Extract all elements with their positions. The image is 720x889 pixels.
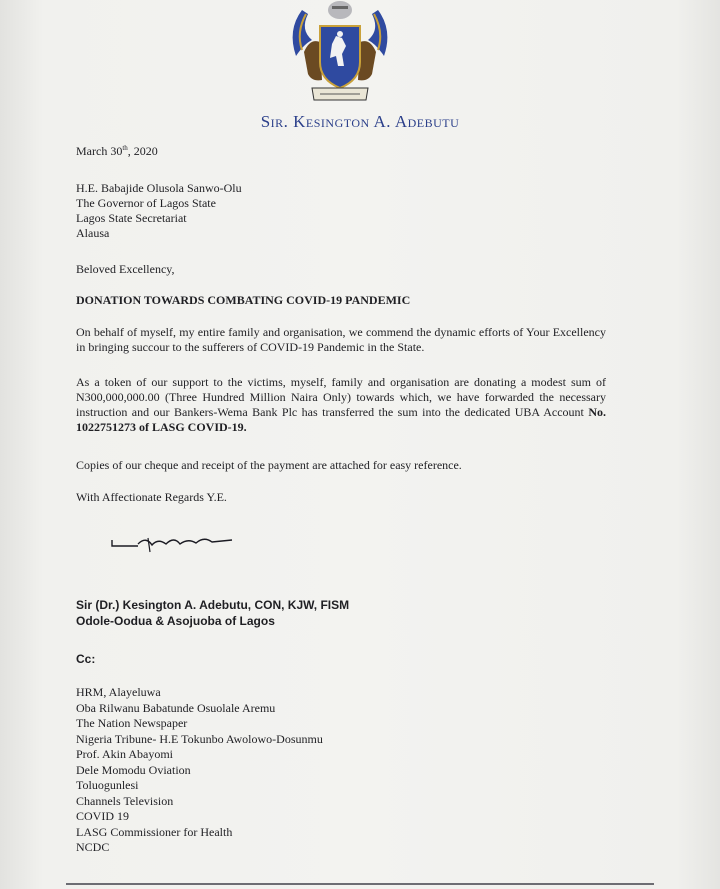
- date-suffix: th: [122, 144, 128, 152]
- footer-divider: [66, 883, 654, 885]
- cc-list-item: NCDC: [76, 840, 110, 854]
- date-day: March 30: [76, 144, 123, 158]
- cc-list-item: Dele Momodu Oviation: [76, 762, 191, 777]
- donation-text: As a token of our support to the victims, myself, family and organisation are donating a modest sum of N300,000,000.00 (Three Hundred Million Naira Only) towards which, we have forwarded the necessary instruction and our Bankers-Wema Bank Plc has transferred the sum into the dedicated UBA Account: [76, 375, 606, 419]
- date-year: , 2020: [127, 144, 158, 158]
- coat-of-arms-logo: [282, 0, 398, 104]
- cc-list-item: COVID 19: [76, 809, 129, 823]
- closing: With Affectionate Regards Y.E.: [76, 490, 227, 504]
- cc-list-item: Toluogunlesi: [76, 778, 139, 792]
- letter-date: [76, 144, 158, 159]
- recipient-line: Lagos State Secretariat: [76, 211, 187, 225]
- body-paragraph-1: On behalf of myself, my entire family and organisation, we commend the dynamic efforts of Your Excellency in bringing succour to the sufferers of COVID-19 Pandemic in the State.: [76, 325, 606, 354]
- letter-subject: DONATION TOWARDS COMBATING COVID-19 PANDEMIC: [76, 293, 411, 307]
- cc-list-item: The Nation Newspaper: [76, 716, 188, 730]
- recipient-line: H.E. Babajide Olusola Sanwo-Olu: [76, 181, 242, 195]
- letterhead-name: Sir. Kesington A. Adebutu: [260, 112, 460, 131]
- recipient-line: Alausa: [76, 226, 110, 240]
- cc-list-item: Prof. Akin Abayomi: [76, 747, 174, 761]
- handwritten-signature: [108, 526, 248, 556]
- recipient-line: The Governor of Lagos State: [76, 196, 216, 210]
- body-paragraph-2: [76, 375, 606, 435]
- body-paragraph-3: Copies of our cheque and receipt of the payment are attached for easy reference.: [76, 458, 462, 472]
- signatory-title: Odole-Oodua & Asojuoba of Lagos: [76, 614, 275, 628]
- salutation: Beloved Excellency,: [76, 262, 175, 276]
- cc-list-item: LASG Commissioner for Health: [76, 824, 233, 839]
- cc-list-item: Channels Television: [76, 793, 174, 808]
- cc-list: [76, 685, 323, 856]
- cc-label: Cc:: [76, 652, 96, 666]
- account-details: No. 1022751273 of LASG COVID-19.: [76, 405, 606, 434]
- cc-list-item: HRM, Alayeluwa: [76, 685, 161, 699]
- signatory-name: Sir (Dr.) Kesington A. Adebutu, CON, KJW, FISM: [76, 598, 350, 612]
- cc-list-item: Nigeria Tribune- H.E Tokunbo Awolowo-Dosunmu: [76, 731, 323, 746]
- cc-list-item: Oba Rilwanu Babatunde Osuolale Aremu: [76, 700, 276, 715]
